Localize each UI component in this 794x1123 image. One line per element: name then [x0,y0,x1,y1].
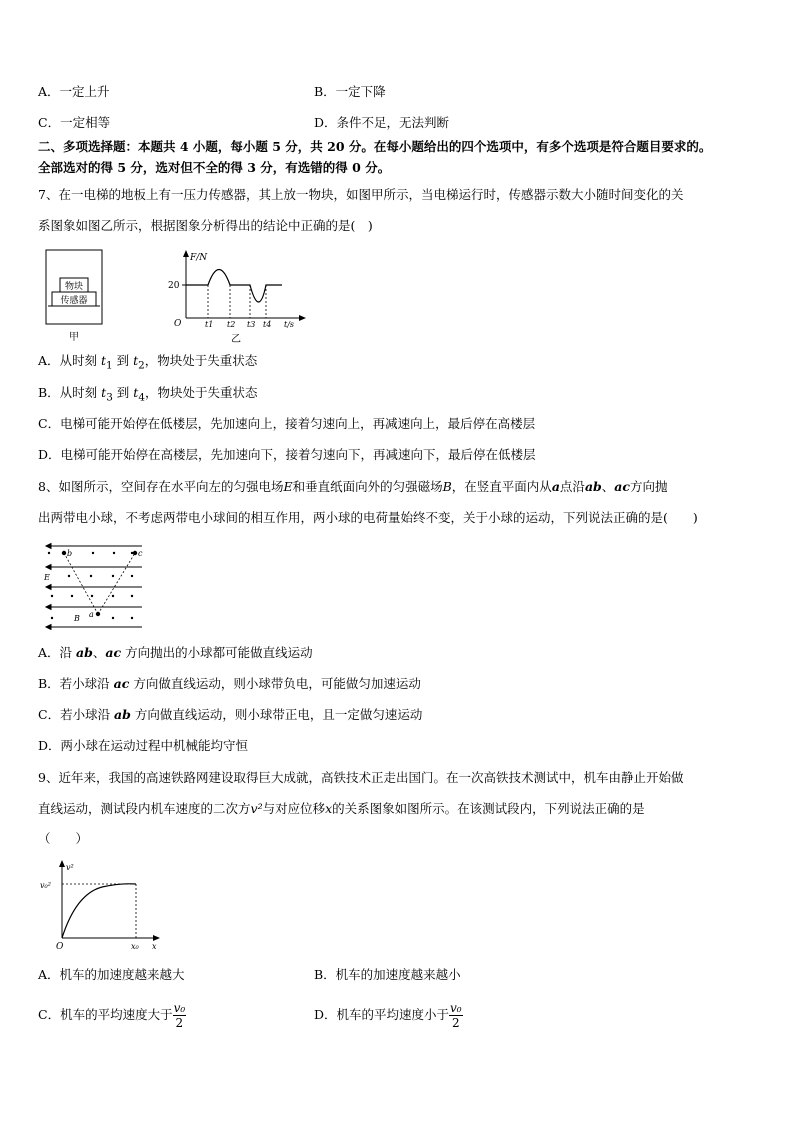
q7-option-c: C．电梯可能开始停在低楼层，先加速向上，接着匀速向上，再减速向上，最后停在高楼层 [38,416,536,431]
q9-paren: （ ） [38,831,89,846]
fraction-v0-over-2: $\frac{\text{v₀}}{2}$ [173,1001,186,1030]
tick-t3: t3 [247,320,256,329]
q9-ylabel: v² [66,863,74,872]
section2-line1: 二、多项选择题：本题共 4 小题，每小题 5 分，共 20 分。在每小题给出的四个选项中，有多个选项是符合题目要求的。 [38,139,712,154]
q8-option-d: D．两小球在运动过程中机械能均守恒 [38,738,249,753]
figure-yi [166,246,316,346]
yi-origin: O [174,319,182,329]
q9-line2: 直线运动，测试段内机车速度的二次方v²与对应位移x的关系图象如图所示。在该测试段内，下列说法正确的是 [38,801,645,816]
q9-option-a: A．机车的加速度越来越大 [38,967,185,982]
caption-yi: 乙 [231,334,241,345]
q9-option-d: D．机车的平均速度小于 $\frac{\text{v₀}}{2}$ [314,1001,462,1030]
label-b: b [67,549,73,558]
tick-t4: t4 [263,320,272,329]
caption-jia: 甲 [69,332,79,343]
figure-jia [38,248,110,343]
q8-line2: 出两带电小球，不考虑两带电小球间的相互作用，两小球的电荷量始终不变，关于小球的运动，下列说法正确的是( ) [38,510,698,525]
q7-option-a: A．从时刻 $t_1$ 到 $t_2$，物块处于失重状态 [38,353,258,372]
q8-option-c: C．若小球沿 ab 方向做直线运动，则小球带正电，且一定做匀速运动 [38,707,423,722]
block-label: 物块 [64,282,84,292]
q7-option-b: B．从时刻 $t_3$ 到 $t_4$，物块处于失重状态 [38,385,258,404]
label-b-field: B [74,614,80,623]
tick-ts: t/s [284,320,295,329]
q9-option-b: B．机车的加速度越来越小 [314,967,461,982]
q9-line1: 9、近年来，我国的高速铁路网建设取得巨大成就，高铁技术正走出国门。在一次高铁技术测试中，机车由静止开始做 [38,770,684,785]
q9-curve [62,884,136,938]
q9-origin: O [56,942,64,952]
sensor-label: 传感器 [60,296,88,306]
q6-option-b: B．一定下降 [314,84,386,99]
label-c: c [138,549,143,558]
q9-xlabel: x [152,942,157,951]
q7-line1: 7、在一电梯的地板上有一压力传感器，其上放一物块，如图甲所示，当电梯运行时，传感器示数大小随时间变化的关 [38,187,684,202]
label-e: E [44,573,50,582]
q8-option-a: A．沿 ab、ac 方向抛出的小球都可能做直线运动 [38,645,313,660]
fraction-v0-over-2: $\frac{\text{v₀}}{2}$ [450,1001,462,1030]
section2-line2: 全部选对的得 5 分，选对但不全的得 3 分，有选错的得 0 分。 [38,160,391,175]
path-ac [98,553,135,614]
yi-value: 20 [168,281,180,291]
label-a: a [89,610,94,619]
yi-ylabel: F/N [190,253,208,263]
force-curve [186,270,282,303]
q6-option-a: A．一定上升 [38,84,110,99]
q9-option-c: C．机车的平均速度大于 $\frac{\text{v₀}}{2}$ [38,1001,186,1030]
figure-q9-graph [36,858,168,954]
q7-line2: 系图象如图乙所示，根据图象分析得出的结论中正确的是( ) [38,218,373,233]
q9-v0-label: v₀² [40,881,51,890]
figure-q8-field [40,540,148,630]
q7-option-d: D．电梯可能开始停在高楼层，先加速向下，接着匀速向下，再减速向下，最后停在低楼层 [38,447,536,462]
q9-x0-label: x₀ [131,942,139,951]
q6-option-c: C．一定相等 [38,115,111,130]
tick-t2: t2 [227,320,236,329]
path-ab [64,553,98,614]
q8-option-b: B．若小球沿 ac 方向做直线运动，则小球带负电，可能做匀加速运动 [38,676,421,691]
q8-line1: 8、如图所示，空间存在水平向左的匀强电场E和垂直纸面向外的匀强磁场B，在竖直平面内从a点沿ab、ac方向抛 [38,479,668,494]
q6-option-d: D．条件不足，无法判断 [314,115,450,130]
tick-t1: t1 [205,320,214,329]
